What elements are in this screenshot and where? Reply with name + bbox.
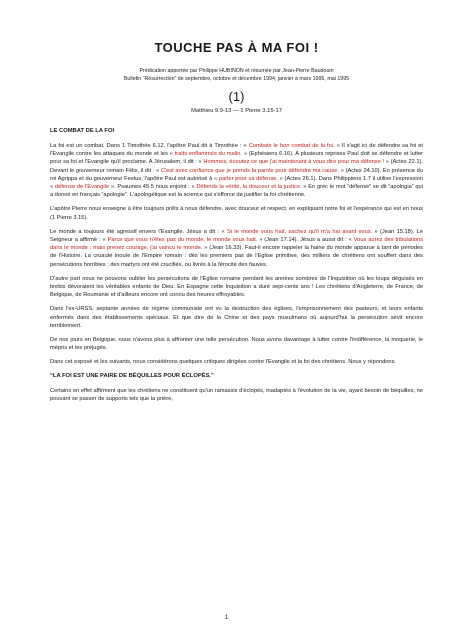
paragraph-1 xyxy=(50,142,423,199)
paragraph-4: D'autre part nous ne pouvons oublier les persécutions de l'Église romaine pendant les années sombres de l'Inquisition où les loups déguisés en brebis dévoraient les véritables enfants de Dieu. En Espagne cette Inquisition a duré sept-cents ans ! Les chrétiens d'Angleterre, de France, de Belgique, de Roumanie et d'ailleurs encore ont connu des heures effroyables. xyxy=(50,275,423,299)
section-heading-bequilles: “LA FOI EST UNE PAIRE DE BÉQUILLES POUR ÉCLOPÉS.” xyxy=(50,372,214,379)
p1-text: » (Actes 26.1). Dans Philippiens 1.7 il utilise l'expression « xyxy=(50,175,423,191)
p3-text: Le monde a toujours été agressif envers l'Evangile. Jésus a dit : « xyxy=(50,228,228,235)
section-heading-combat: LE COMBAT DE LA FOI xyxy=(50,128,115,134)
paragraph-6: De nos jours en Belgique, nous n'avons plus à affronter une telle persécution. Nous avons davantage à lutter contre l'indifférence, la moquerie, le mépris et les préjugés. xyxy=(50,337,423,352)
paragraph-8: Certains en effet affirment que les chrétiens ne constituent qu'un ramassis d'éclopés, inadaptés à l'évolution de la vie, ayant besoin de béquilles, ne pouvant se passer de supports tels que la prière, xyxy=(50,387,423,402)
p1-quote: défense de l'Evangile xyxy=(54,184,110,191)
p1-text: » En grec le mot “défense” se dit “apologia” qui a donné en français “apologie”. L'apologétique est la science qui s'efforce de justifier la foi chrétienne. xyxy=(50,184,423,199)
p1-text: » (Actes 22.1). Devant le gouverneur romain Félix, il dit : « xyxy=(50,159,423,174)
p3-text: » (Jean 17.14). Jésus a aussi dit : « xyxy=(257,237,354,244)
p1-quote: C'est avec confiance que je prends la parole pour défendre ma cause. xyxy=(160,167,340,174)
p3-text: » (Jean 15.18). Le Seigneur a affirmé : « xyxy=(50,228,423,244)
p1-text: ». Psaumes 45.5 nous enjoint : « xyxy=(109,184,197,191)
p1-quote: Défends la vérité, la douceur et la justice. xyxy=(196,184,302,191)
paragraph-7: Dans cet exposé et les suivants, nous considérons quelques critiques dirigées contre l'Evangile et la foi des chrétiens. Nous y répondons. xyxy=(50,359,397,366)
page-number: 1 xyxy=(224,615,229,621)
p1-quote: Hommes, écoutez ce que j'ai maintenant à vous dire pour ma défense ! xyxy=(203,159,385,166)
p3-quote: Vous aurez des tribulations dans le monde ; mais prenez courage, j'ai vaincu le monde. xyxy=(50,237,423,252)
p1-text: » Il s'agit ici de défendre sa foi et l'Evangile contre les attaques du monde et les « xyxy=(50,143,423,158)
p1-text: » (Actes 24.10). En présence du roi Agrippa et du gouverneur Festus, l'apôtre Paul est autorisé à « xyxy=(50,167,423,182)
p1-text: » (Ephésiens 6.16). A plusieurs reprises Paul doit se défendre et lutter pour sa foi et l'Evangile qu'il proclame. A Jérusalem, il dit : « xyxy=(50,151,423,166)
p3-quote: Si le monde vous hait, sachez qu'il m'a hai avant vous. xyxy=(227,228,373,235)
document-title: TOUCHE PAS À MA FOI ! xyxy=(154,40,319,55)
part-number: (1) xyxy=(228,89,245,104)
paragraph-5: Dans l'ex-URSS, septante années de régime communiste ont vu la destruction des églises, l'emprisonnement des pasteurs, et leurs enfants enfermés dans des établissements spéciaux. Et que dire de la Chine et des pays musulmans où aujourd'hui la persécution sévit encore terriblement. xyxy=(50,306,423,329)
meta-line-2: Bulletin “Résurrection” de septembre, octobre et décembre 1994, janvier à mars 1995, mai 1995 xyxy=(123,76,350,82)
p1-text: La foi est un combat. Dans 1 Timothée 6.12, l'apôtre Paul dit à Timothée : « xyxy=(50,143,249,149)
p3-quote: Parce que vous n'êtes pas du monde, le monde vous hait. xyxy=(107,237,258,244)
paragraph-3 xyxy=(50,228,423,269)
p1-quote: traits enflammés du malin. xyxy=(174,151,242,158)
p1-quote: Combats le bon combat de la foi. xyxy=(248,143,335,149)
p1-quote: parler pour sa défense. xyxy=(218,175,278,182)
page-content xyxy=(50,40,423,409)
scripture-reference: Matthieu 9.9-13 — 1 Pierre 3.15-17 xyxy=(191,108,282,114)
meta-line-1: Prédication apportée par Philippe HUBINON et résumée par Jean-Pierre Baudouin xyxy=(139,68,334,74)
paragraph-2: L'apôtre Pierre nous enseigne à être toujours prêts à nous défendre, avec douceur et respect, en expliquant notre foi et l'espérance qui est en nous (1 Pierre 3.15). xyxy=(50,206,423,221)
p3-text: » (Jean 16.33). Faut-il encore rappeler la haine du monde apparue à tant de périodes de l'Histoire. La cruauté inouïe de l'Empire romain : dès les premiers pas de l'Eglise primitive, des milliers de chrétiens ont souffert dans des persécutions horribles ; des martyrs ont été crucifiés, ou livrés à la férocité des fauves. xyxy=(50,245,423,268)
